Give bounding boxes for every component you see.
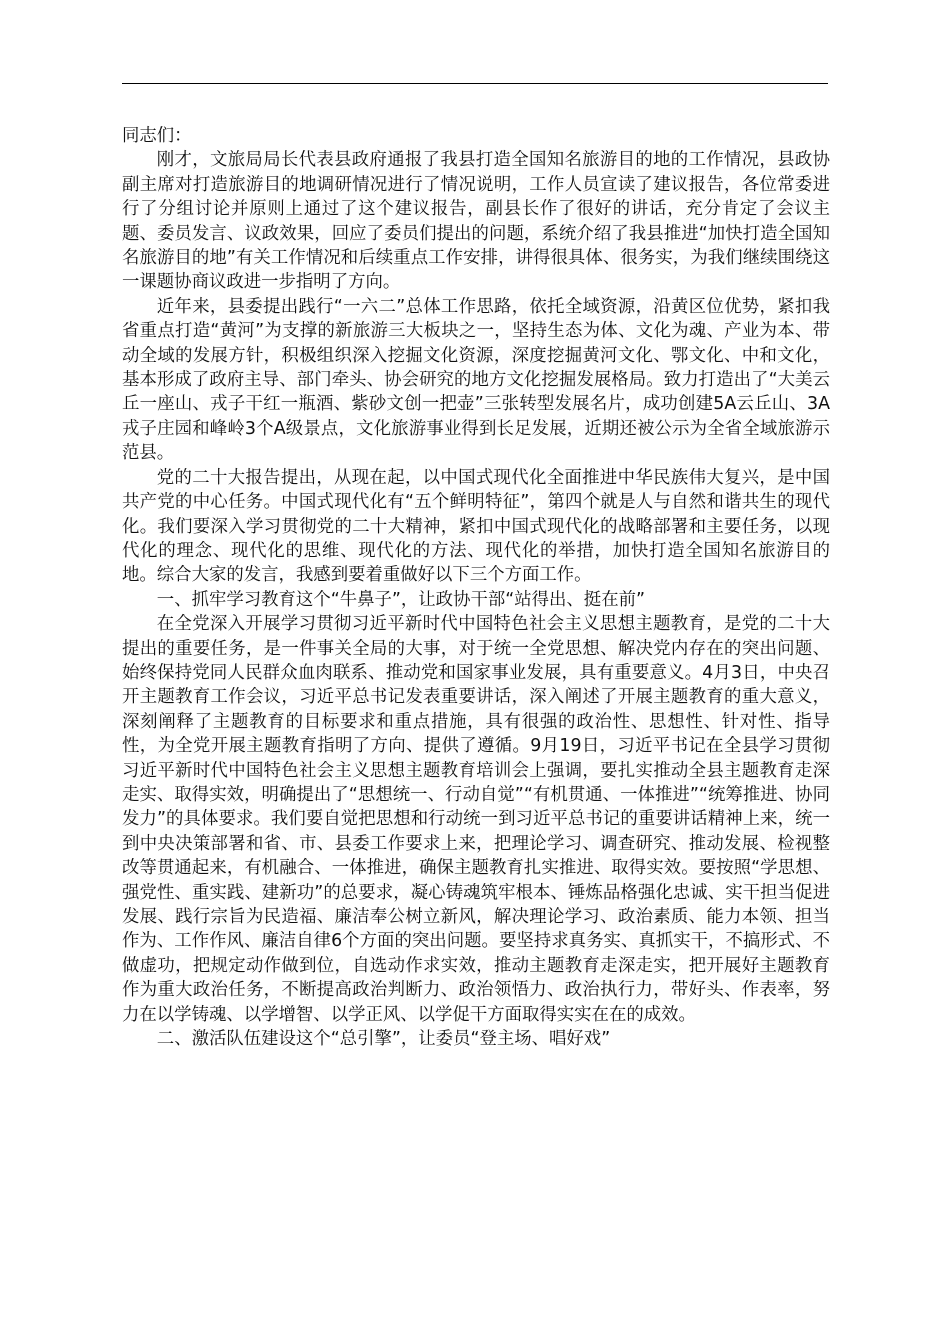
paragraph-achievements: 近年来，县委提出践行“一六二”总体工作思路，依托全域资源，沿黄区位优势，紧扣我省重点打造“黄河”为支撑的新旅游三大板块之一，坚持生态为体、文化为魂、产业为本、带动全域的发展方针，积极组织深入挖掘文化资源，深度挖掘黄河文化、鄂文化、中和文化，基本形成了政府主导、部门牵头、协会研究的地方文化挖掘发展格局。致力打造出了“大美云丘一座山、戎子干红一瓶酒、紫砂文创一把壶”三张转型发展名片，成功创建5A云丘山、3A戎子庄园和峰岭3个A级景点，文化旅游事业得到长足发展，近期还被公示为全省全域旅游示范县。 <box>122 296 830 464</box>
salutation: 同志们： <box>122 126 192 146</box>
paragraph-opening: 刚才，文旅局局长代表县政府通报了我县打造全国知名旅游目的地的工作情况，县政协副主席对打造旅游目的地调研情况进行了情况说明，工作人员宣读了建议报告，各位常委进行了分组讨论并原则上通过了这个建议报告，副县长作了很好的讲话，充分肯定了会议主题、委员发言、议政效果，回应了委员们提出的问题，系统介绍了我县推进“加快打造全国知名旅游目的地”有关工作情况和后续重点工作安排，讲得很具体、很务实，为我们继续围绕这一课题协商议政进一步指明了方向。 <box>122 150 830 293</box>
header-rule <box>122 83 828 84</box>
paragraph-study-education: 在全党深入开展学习贯彻习近平新时代中国特色社会主义思想主题教育，是党的二十大提出的重要任务，是一件事关全局的大事，对于统一全党思想、解决党内存在的突出问题、始终保持党同人民群众血肉联系、推动党和国家事业发展，具有重要意义。4月3日，中央召开主题教育工作会议，习近平总书记发表重要讲话，深入阐述了开展主题教育的重大意义，深刻阐释了主题教育的目标要求和重点措施，具有很强的政治性、思想性、针对性、指导性，为全党开展主题教育指明了方向、提供了遵循。9月19日，习近平书记在全县学习贯彻习近平新时代中国特色社会主义思想主题教育培训会上强调，要扎实推动全县主题教育走深走实、取得实效，明确提出了“思想统一、行动自觉”“有机贯通、一体推进”“统筹推进、协同发力”的具体要求。我们要自觉把思想和行动统一到习近平总书记的重要讲话精神上来，统一到中央决策部署和省、市、县委工作要求上来，把理论学习、调查研究、推动发展、检视整改等贯通起来，有机融合、一体推进，确保主题教育扎实推进、取得实效。要按照“学思想、强党性、重实践、建新功”的总要求，凝心铸魂筑牢根本、锤炼品格强化忠诚、实干担当促进发展、践行宗旨为民造福、廉洁奉公树立新风，解决理论学习、政治素质、能力本领、担当作为、工作作风、廉洁自律6个方面的突出问题。要坚持求真务实、真抓实干，不搞形式、不做虚功，把规定动作做到位，自选动作求实效，推动主题教育走深走实，把开展好主题教育作为重大政治任务，不断提高政治判断力、政治领悟力、政治执行力，带好头、作表率，努力在以学铸魂、以学增智、以学正风、以学促干方面取得实实在在的成效。 <box>122 614 830 1025</box>
document-body <box>122 124 830 1051</box>
paragraph-modernization: 党的二十大报告提出，从现在起，以中国式现代化全面推进中华民族伟大复兴，是中国共产党的中心任务。中国式现代化有“五个鲜明特征”，第四个就是人与自然和谐共生的现代化。我们要深入学习贯彻党的二十大精神，紧扣中国式现代化的战略部署和主要任务，以现代化的理念、现代化的思维、现代化的方法、现代化的举措，加快打造全国知名旅游目的地。综合大家的发言，我感到要着重做好以下三个方面工作。 <box>122 467 830 586</box>
section-heading-1: 一、抓牢学习教育这个“牛鼻子”，让政协干部“站得出、挺在前” <box>156 589 645 610</box>
section-heading-2: 二、激活队伍建设这个“总引擎”，让委员“登主场、唱好戏” <box>156 1029 611 1050</box>
